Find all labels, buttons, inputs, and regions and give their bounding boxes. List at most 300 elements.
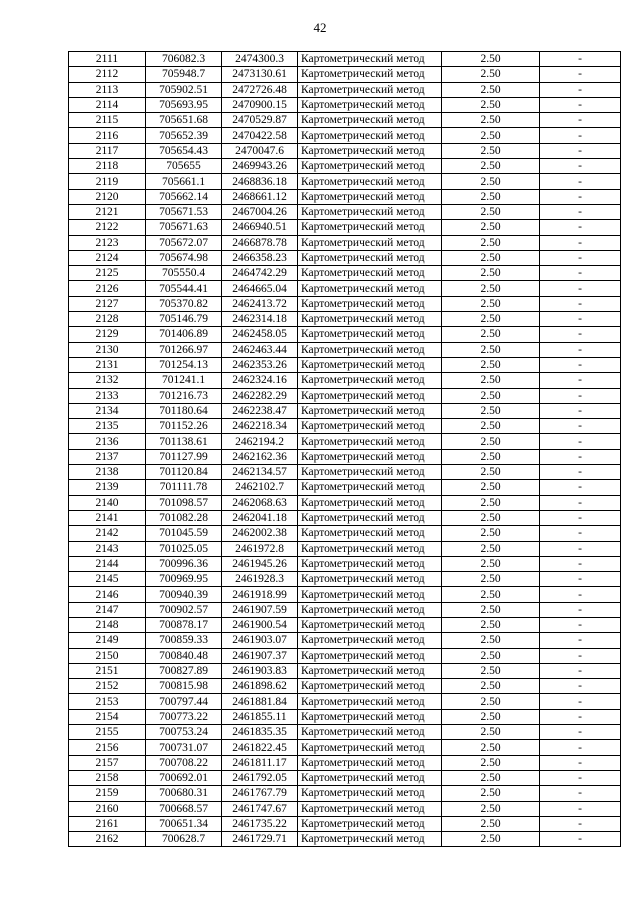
- method-cell: Картометрический метод: [298, 220, 442, 235]
- accuracy-cell: 2.50: [442, 510, 540, 525]
- method-cell: Картометрический метод: [298, 740, 442, 755]
- accuracy-cell: 2.50: [442, 449, 540, 464]
- description-cell: -: [540, 526, 621, 541]
- point-number-cell: 2145: [69, 572, 146, 587]
- y-coordinate-cell: 2462353.26: [222, 357, 298, 372]
- x-coordinate-cell: 700878.17: [146, 617, 222, 632]
- description-cell: -: [540, 296, 621, 311]
- table-row: [69, 174, 621, 189]
- accuracy-cell: 2.50: [442, 82, 540, 97]
- y-coordinate-cell: 2462002.38: [222, 526, 298, 541]
- table-row: [69, 143, 621, 158]
- point-number-cell: 2129: [69, 327, 146, 342]
- x-coordinate-cell: 706082.3: [146, 52, 222, 67]
- accuracy-cell: 2.50: [442, 694, 540, 709]
- y-coordinate-cell: 2462162.36: [222, 449, 298, 464]
- accuracy-cell: 2.50: [442, 113, 540, 128]
- y-coordinate-cell: 2462218.34: [222, 419, 298, 434]
- method-cell: Картометрический метод: [298, 617, 442, 632]
- method-cell: Картометрический метод: [298, 633, 442, 648]
- x-coordinate-cell: 701127.99: [146, 449, 222, 464]
- accuracy-cell: 2.50: [442, 419, 540, 434]
- y-coordinate-cell: 2461822.45: [222, 740, 298, 755]
- table-row: [69, 617, 621, 632]
- accuracy-cell: 2.50: [442, 220, 540, 235]
- description-cell: -: [540, 541, 621, 556]
- x-coordinate-cell: 701180.64: [146, 403, 222, 418]
- y-coordinate-cell: 2470900.15: [222, 97, 298, 112]
- description-cell: -: [540, 465, 621, 480]
- y-coordinate-cell: 2461918.99: [222, 587, 298, 602]
- point-number-cell: 2128: [69, 312, 146, 327]
- accuracy-cell: 2.50: [442, 204, 540, 219]
- point-number-cell: 2146: [69, 587, 146, 602]
- y-coordinate-cell: 2473130.61: [222, 67, 298, 82]
- point-number-cell: 2162: [69, 832, 146, 847]
- description-cell: -: [540, 159, 621, 174]
- method-cell: Картометрический метод: [298, 204, 442, 219]
- x-coordinate-cell: 700753.24: [146, 725, 222, 740]
- description-cell: -: [540, 770, 621, 785]
- method-cell: Картометрический метод: [298, 113, 442, 128]
- description-cell: -: [540, 250, 621, 265]
- x-coordinate-cell: 700902.57: [146, 602, 222, 617]
- y-coordinate-cell: 2461945.26: [222, 556, 298, 571]
- method-cell: Картометрический метод: [298, 174, 442, 189]
- method-cell: Картометрический метод: [298, 419, 442, 434]
- method-cell: Картометрический метод: [298, 373, 442, 388]
- method-cell: Картометрический метод: [298, 434, 442, 449]
- accuracy-cell: 2.50: [442, 189, 540, 204]
- x-coordinate-cell: 700773.22: [146, 709, 222, 724]
- y-coordinate-cell: 2461900.54: [222, 617, 298, 632]
- point-number-cell: 2133: [69, 388, 146, 403]
- x-coordinate-cell: 701152.26: [146, 419, 222, 434]
- x-coordinate-cell: 701241.1: [146, 373, 222, 388]
- accuracy-cell: 2.50: [442, 572, 540, 587]
- point-number-cell: 2119: [69, 174, 146, 189]
- accuracy-cell: 2.50: [442, 541, 540, 556]
- y-coordinate-cell: 2467004.26: [222, 204, 298, 219]
- point-number-cell: 2118: [69, 159, 146, 174]
- accuracy-cell: 2.50: [442, 587, 540, 602]
- y-coordinate-cell: 2461903.83: [222, 663, 298, 678]
- y-coordinate-cell: 2462413.72: [222, 296, 298, 311]
- description-cell: -: [540, 52, 621, 67]
- method-cell: Картометрический метод: [298, 480, 442, 495]
- description-cell: -: [540, 495, 621, 510]
- point-number-cell: 2153: [69, 694, 146, 709]
- y-coordinate-cell: 2462238.47: [222, 403, 298, 418]
- description-cell: -: [540, 694, 621, 709]
- description-cell: -: [540, 128, 621, 143]
- accuracy-cell: 2.50: [442, 740, 540, 755]
- accuracy-cell: 2.50: [442, 67, 540, 82]
- method-cell: Картометрический метод: [298, 342, 442, 357]
- method-cell: Картометрический метод: [298, 587, 442, 602]
- description-cell: -: [540, 572, 621, 587]
- x-coordinate-cell: 700840.48: [146, 648, 222, 663]
- point-number-cell: 2157: [69, 755, 146, 770]
- accuracy-cell: 2.50: [442, 602, 540, 617]
- x-coordinate-cell: 705370.82: [146, 296, 222, 311]
- table-row: [69, 312, 621, 327]
- description-cell: -: [540, 403, 621, 418]
- description-cell: -: [540, 434, 621, 449]
- description-cell: -: [540, 679, 621, 694]
- y-coordinate-cell: 2461811.17: [222, 755, 298, 770]
- table-row: [69, 832, 621, 847]
- y-coordinate-cell: 2461928.3: [222, 572, 298, 587]
- y-coordinate-cell: 2461729.71: [222, 832, 298, 847]
- description-cell: -: [540, 663, 621, 678]
- x-coordinate-cell: 700628.7: [146, 832, 222, 847]
- table-row: [69, 816, 621, 831]
- y-coordinate-cell: 2462463.44: [222, 342, 298, 357]
- y-coordinate-cell: 2462282.29: [222, 388, 298, 403]
- point-number-cell: 2117: [69, 143, 146, 158]
- table-row: [69, 82, 621, 97]
- point-number-cell: 2150: [69, 648, 146, 663]
- accuracy-cell: 2.50: [442, 327, 540, 342]
- point-number-cell: 2123: [69, 235, 146, 250]
- method-cell: Картометрический метод: [298, 679, 442, 694]
- description-cell: -: [540, 510, 621, 525]
- point-number-cell: 2135: [69, 419, 146, 434]
- method-cell: Картометрический метод: [298, 572, 442, 587]
- method-cell: Картометрический метод: [298, 97, 442, 112]
- x-coordinate-cell: 701025.05: [146, 541, 222, 556]
- point-number-cell: 2142: [69, 526, 146, 541]
- accuracy-cell: 2.50: [442, 832, 540, 847]
- x-coordinate-cell: 700680.31: [146, 786, 222, 801]
- point-number-cell: 2143: [69, 541, 146, 556]
- table-row: [69, 52, 621, 67]
- point-number-cell: 2112: [69, 67, 146, 82]
- description-cell: -: [540, 312, 621, 327]
- method-cell: Картометрический метод: [298, 801, 442, 816]
- point-number-cell: 2155: [69, 725, 146, 740]
- table-row: [69, 250, 621, 265]
- table-row: [69, 755, 621, 770]
- point-number-cell: 2132: [69, 373, 146, 388]
- accuracy-cell: 2.50: [442, 648, 540, 663]
- y-coordinate-cell: 2472726.48: [222, 82, 298, 97]
- point-number-cell: 2159: [69, 786, 146, 801]
- point-number-cell: 2111: [69, 52, 146, 67]
- accuracy-cell: 2.50: [442, 235, 540, 250]
- method-cell: Картометрический метод: [298, 449, 442, 464]
- point-number-cell: 2158: [69, 770, 146, 785]
- method-cell: Картометрический метод: [298, 250, 442, 265]
- description-cell: -: [540, 648, 621, 663]
- x-coordinate-cell: 700859.33: [146, 633, 222, 648]
- point-number-cell: 2125: [69, 266, 146, 281]
- method-cell: Картометрический метод: [298, 143, 442, 158]
- description-cell: -: [540, 419, 621, 434]
- x-coordinate-cell: 705654.43: [146, 143, 222, 158]
- x-coordinate-cell: 700815.98: [146, 679, 222, 694]
- y-coordinate-cell: 2468661.12: [222, 189, 298, 204]
- point-number-cell: 2161: [69, 816, 146, 831]
- accuracy-cell: 2.50: [442, 143, 540, 158]
- table-row: [69, 373, 621, 388]
- x-coordinate-cell: 701111.78: [146, 480, 222, 495]
- x-coordinate-cell: 700940.39: [146, 587, 222, 602]
- description-cell: -: [540, 801, 621, 816]
- accuracy-cell: 2.50: [442, 128, 540, 143]
- point-number-cell: 2141: [69, 510, 146, 525]
- method-cell: Картометрический метод: [298, 786, 442, 801]
- accuracy-cell: 2.50: [442, 786, 540, 801]
- x-coordinate-cell: 701120.84: [146, 465, 222, 480]
- point-number-cell: 2122: [69, 220, 146, 235]
- x-coordinate-cell: 705544.41: [146, 281, 222, 296]
- y-coordinate-cell: 2461835.35: [222, 725, 298, 740]
- table-row: [69, 388, 621, 403]
- accuracy-cell: 2.50: [442, 495, 540, 510]
- method-cell: Картометрический метод: [298, 495, 442, 510]
- point-number-cell: 2134: [69, 403, 146, 418]
- accuracy-cell: 2.50: [442, 801, 540, 816]
- description-cell: -: [540, 587, 621, 602]
- method-cell: Картометрический метод: [298, 235, 442, 250]
- x-coordinate-cell: 700827.89: [146, 663, 222, 678]
- x-coordinate-cell: 701406.89: [146, 327, 222, 342]
- x-coordinate-cell: 705146.79: [146, 312, 222, 327]
- point-number-cell: 2114: [69, 97, 146, 112]
- description-cell: -: [540, 740, 621, 755]
- x-coordinate-cell: 700668.57: [146, 801, 222, 816]
- table-row: [69, 220, 621, 235]
- y-coordinate-cell: 2461903.07: [222, 633, 298, 648]
- table-row: [69, 434, 621, 449]
- point-number-cell: 2124: [69, 250, 146, 265]
- y-coordinate-cell: 2470047.6: [222, 143, 298, 158]
- method-cell: Картометрический метод: [298, 159, 442, 174]
- description-cell: -: [540, 67, 621, 82]
- y-coordinate-cell: 2462314.18: [222, 312, 298, 327]
- x-coordinate-cell: 700651.34: [146, 816, 222, 831]
- x-coordinate-cell: 700731.07: [146, 740, 222, 755]
- method-cell: Картометрический метод: [298, 510, 442, 525]
- method-cell: Картометрический метод: [298, 189, 442, 204]
- point-number-cell: 2126: [69, 281, 146, 296]
- table-row: [69, 694, 621, 709]
- y-coordinate-cell: 2462194.2: [222, 434, 298, 449]
- table-row: [69, 740, 621, 755]
- y-coordinate-cell: 2461898.62: [222, 679, 298, 694]
- point-number-cell: 2148: [69, 617, 146, 632]
- table-row: [69, 419, 621, 434]
- description-cell: -: [540, 709, 621, 724]
- method-cell: Картометрический метод: [298, 465, 442, 480]
- method-cell: Картометрический метод: [298, 541, 442, 556]
- method-cell: Картометрический метод: [298, 556, 442, 571]
- method-cell: Картометрический метод: [298, 128, 442, 143]
- point-number-cell: 2147: [69, 602, 146, 617]
- method-cell: Картометрический метод: [298, 602, 442, 617]
- table-row: [69, 159, 621, 174]
- table-row: [69, 357, 621, 372]
- x-coordinate-cell: 705652.39: [146, 128, 222, 143]
- point-number-cell: 2138: [69, 465, 146, 480]
- x-coordinate-cell: 705948.7: [146, 67, 222, 82]
- description-cell: -: [540, 816, 621, 831]
- table-row: [69, 633, 621, 648]
- x-coordinate-cell: 705902.51: [146, 82, 222, 97]
- y-coordinate-cell: 2461972.8: [222, 541, 298, 556]
- method-cell: Картометрический метод: [298, 709, 442, 724]
- y-coordinate-cell: 2461735.22: [222, 816, 298, 831]
- table-row: [69, 801, 621, 816]
- description-cell: -: [540, 556, 621, 571]
- description-cell: -: [540, 388, 621, 403]
- point-number-cell: 2115: [69, 113, 146, 128]
- description-cell: -: [540, 174, 621, 189]
- accuracy-cell: 2.50: [442, 434, 540, 449]
- accuracy-cell: 2.50: [442, 174, 540, 189]
- description-cell: -: [540, 113, 621, 128]
- description-cell: -: [540, 617, 621, 632]
- table-row: [69, 725, 621, 740]
- description-cell: -: [540, 97, 621, 112]
- method-cell: Картометрический метод: [298, 312, 442, 327]
- table-row: [69, 480, 621, 495]
- table-row: [69, 465, 621, 480]
- description-cell: -: [540, 725, 621, 740]
- y-coordinate-cell: 2462068.63: [222, 495, 298, 510]
- x-coordinate-cell: 700692.01: [146, 770, 222, 785]
- point-number-cell: 2140: [69, 495, 146, 510]
- method-cell: Картометрический метод: [298, 832, 442, 847]
- x-coordinate-cell: 700708.22: [146, 755, 222, 770]
- point-number-cell: 2130: [69, 342, 146, 357]
- y-coordinate-cell: 2466940.51: [222, 220, 298, 235]
- method-cell: Картометрический метод: [298, 266, 442, 281]
- y-coordinate-cell: 2461881.84: [222, 694, 298, 709]
- x-coordinate-cell: 700969.95: [146, 572, 222, 587]
- description-cell: -: [540, 204, 621, 219]
- y-coordinate-cell: 2470422.58: [222, 128, 298, 143]
- y-coordinate-cell: 2461767.79: [222, 786, 298, 801]
- table-row: [69, 449, 621, 464]
- x-coordinate-cell: 701082.28: [146, 510, 222, 525]
- table-row: [69, 128, 621, 143]
- method-cell: Картометрический метод: [298, 648, 442, 663]
- x-coordinate-cell: 701216.73: [146, 388, 222, 403]
- method-cell: Картометрический метод: [298, 403, 442, 418]
- method-cell: Картометрический метод: [298, 67, 442, 82]
- description-cell: -: [540, 220, 621, 235]
- method-cell: Картометрический метод: [298, 327, 442, 342]
- table-row: [69, 266, 621, 281]
- accuracy-cell: 2.50: [442, 709, 540, 724]
- description-cell: -: [540, 832, 621, 847]
- table-row: [69, 572, 621, 587]
- page-number: 42: [313, 20, 327, 35]
- method-cell: Картометрический метод: [298, 281, 442, 296]
- table-row: [69, 709, 621, 724]
- accuracy-cell: 2.50: [442, 52, 540, 67]
- y-coordinate-cell: 2462134.57: [222, 465, 298, 480]
- point-number-cell: 2127: [69, 296, 146, 311]
- table-row: [69, 204, 621, 219]
- x-coordinate-cell: 705671.53: [146, 204, 222, 219]
- x-coordinate-cell: 705661.1: [146, 174, 222, 189]
- y-coordinate-cell: 2466878.78: [222, 235, 298, 250]
- method-cell: Картометрический метод: [298, 82, 442, 97]
- accuracy-cell: 2.50: [442, 617, 540, 632]
- description-cell: -: [540, 633, 621, 648]
- method-cell: Картометрический метод: [298, 663, 442, 678]
- y-coordinate-cell: 2462324.16: [222, 373, 298, 388]
- accuracy-cell: 2.50: [442, 663, 540, 678]
- description-cell: -: [540, 281, 621, 296]
- table-row: [69, 67, 621, 82]
- point-number-cell: 2151: [69, 663, 146, 678]
- table-row: [69, 663, 621, 678]
- accuracy-cell: 2.50: [442, 342, 540, 357]
- y-coordinate-cell: 2461792.05: [222, 770, 298, 785]
- table-row: [69, 327, 621, 342]
- table-row: [69, 342, 621, 357]
- table-row: [69, 189, 621, 204]
- table-row: [69, 113, 621, 128]
- y-coordinate-cell: 2466358.23: [222, 250, 298, 265]
- table-row: [69, 526, 621, 541]
- table-row: [69, 281, 621, 296]
- x-coordinate-cell: 701098.57: [146, 495, 222, 510]
- method-cell: Картометрический метод: [298, 725, 442, 740]
- coordinates-table-body: [69, 52, 621, 847]
- y-coordinate-cell: 2461907.59: [222, 602, 298, 617]
- y-coordinate-cell: 2468836.18: [222, 174, 298, 189]
- accuracy-cell: 2.50: [442, 465, 540, 480]
- accuracy-cell: 2.50: [442, 250, 540, 265]
- x-coordinate-cell: 701045.59: [146, 526, 222, 541]
- description-cell: -: [540, 357, 621, 372]
- x-coordinate-cell: 700996.36: [146, 556, 222, 571]
- accuracy-cell: 2.50: [442, 357, 540, 372]
- point-number-cell: 2144: [69, 556, 146, 571]
- description-cell: -: [540, 143, 621, 158]
- table-row: [69, 587, 621, 602]
- table-row: [69, 602, 621, 617]
- table-row: [69, 648, 621, 663]
- point-number-cell: 2120: [69, 189, 146, 204]
- point-number-cell: 2116: [69, 128, 146, 143]
- y-coordinate-cell: 2470529.87: [222, 113, 298, 128]
- table-row: [69, 235, 621, 250]
- point-number-cell: 2149: [69, 633, 146, 648]
- description-cell: -: [540, 266, 621, 281]
- table-row: [69, 296, 621, 311]
- y-coordinate-cell: 2464665.04: [222, 281, 298, 296]
- x-coordinate-cell: 701138.61: [146, 434, 222, 449]
- accuracy-cell: 2.50: [442, 281, 540, 296]
- accuracy-cell: 2.50: [442, 159, 540, 174]
- description-cell: -: [540, 189, 621, 204]
- accuracy-cell: 2.50: [442, 296, 540, 311]
- x-coordinate-cell: 701266.97: [146, 342, 222, 357]
- y-coordinate-cell: 2464742.29: [222, 266, 298, 281]
- x-coordinate-cell: 705693.95: [146, 97, 222, 112]
- x-coordinate-cell: 705674.98: [146, 250, 222, 265]
- description-cell: -: [540, 449, 621, 464]
- accuracy-cell: 2.50: [442, 266, 540, 281]
- accuracy-cell: 2.50: [442, 755, 540, 770]
